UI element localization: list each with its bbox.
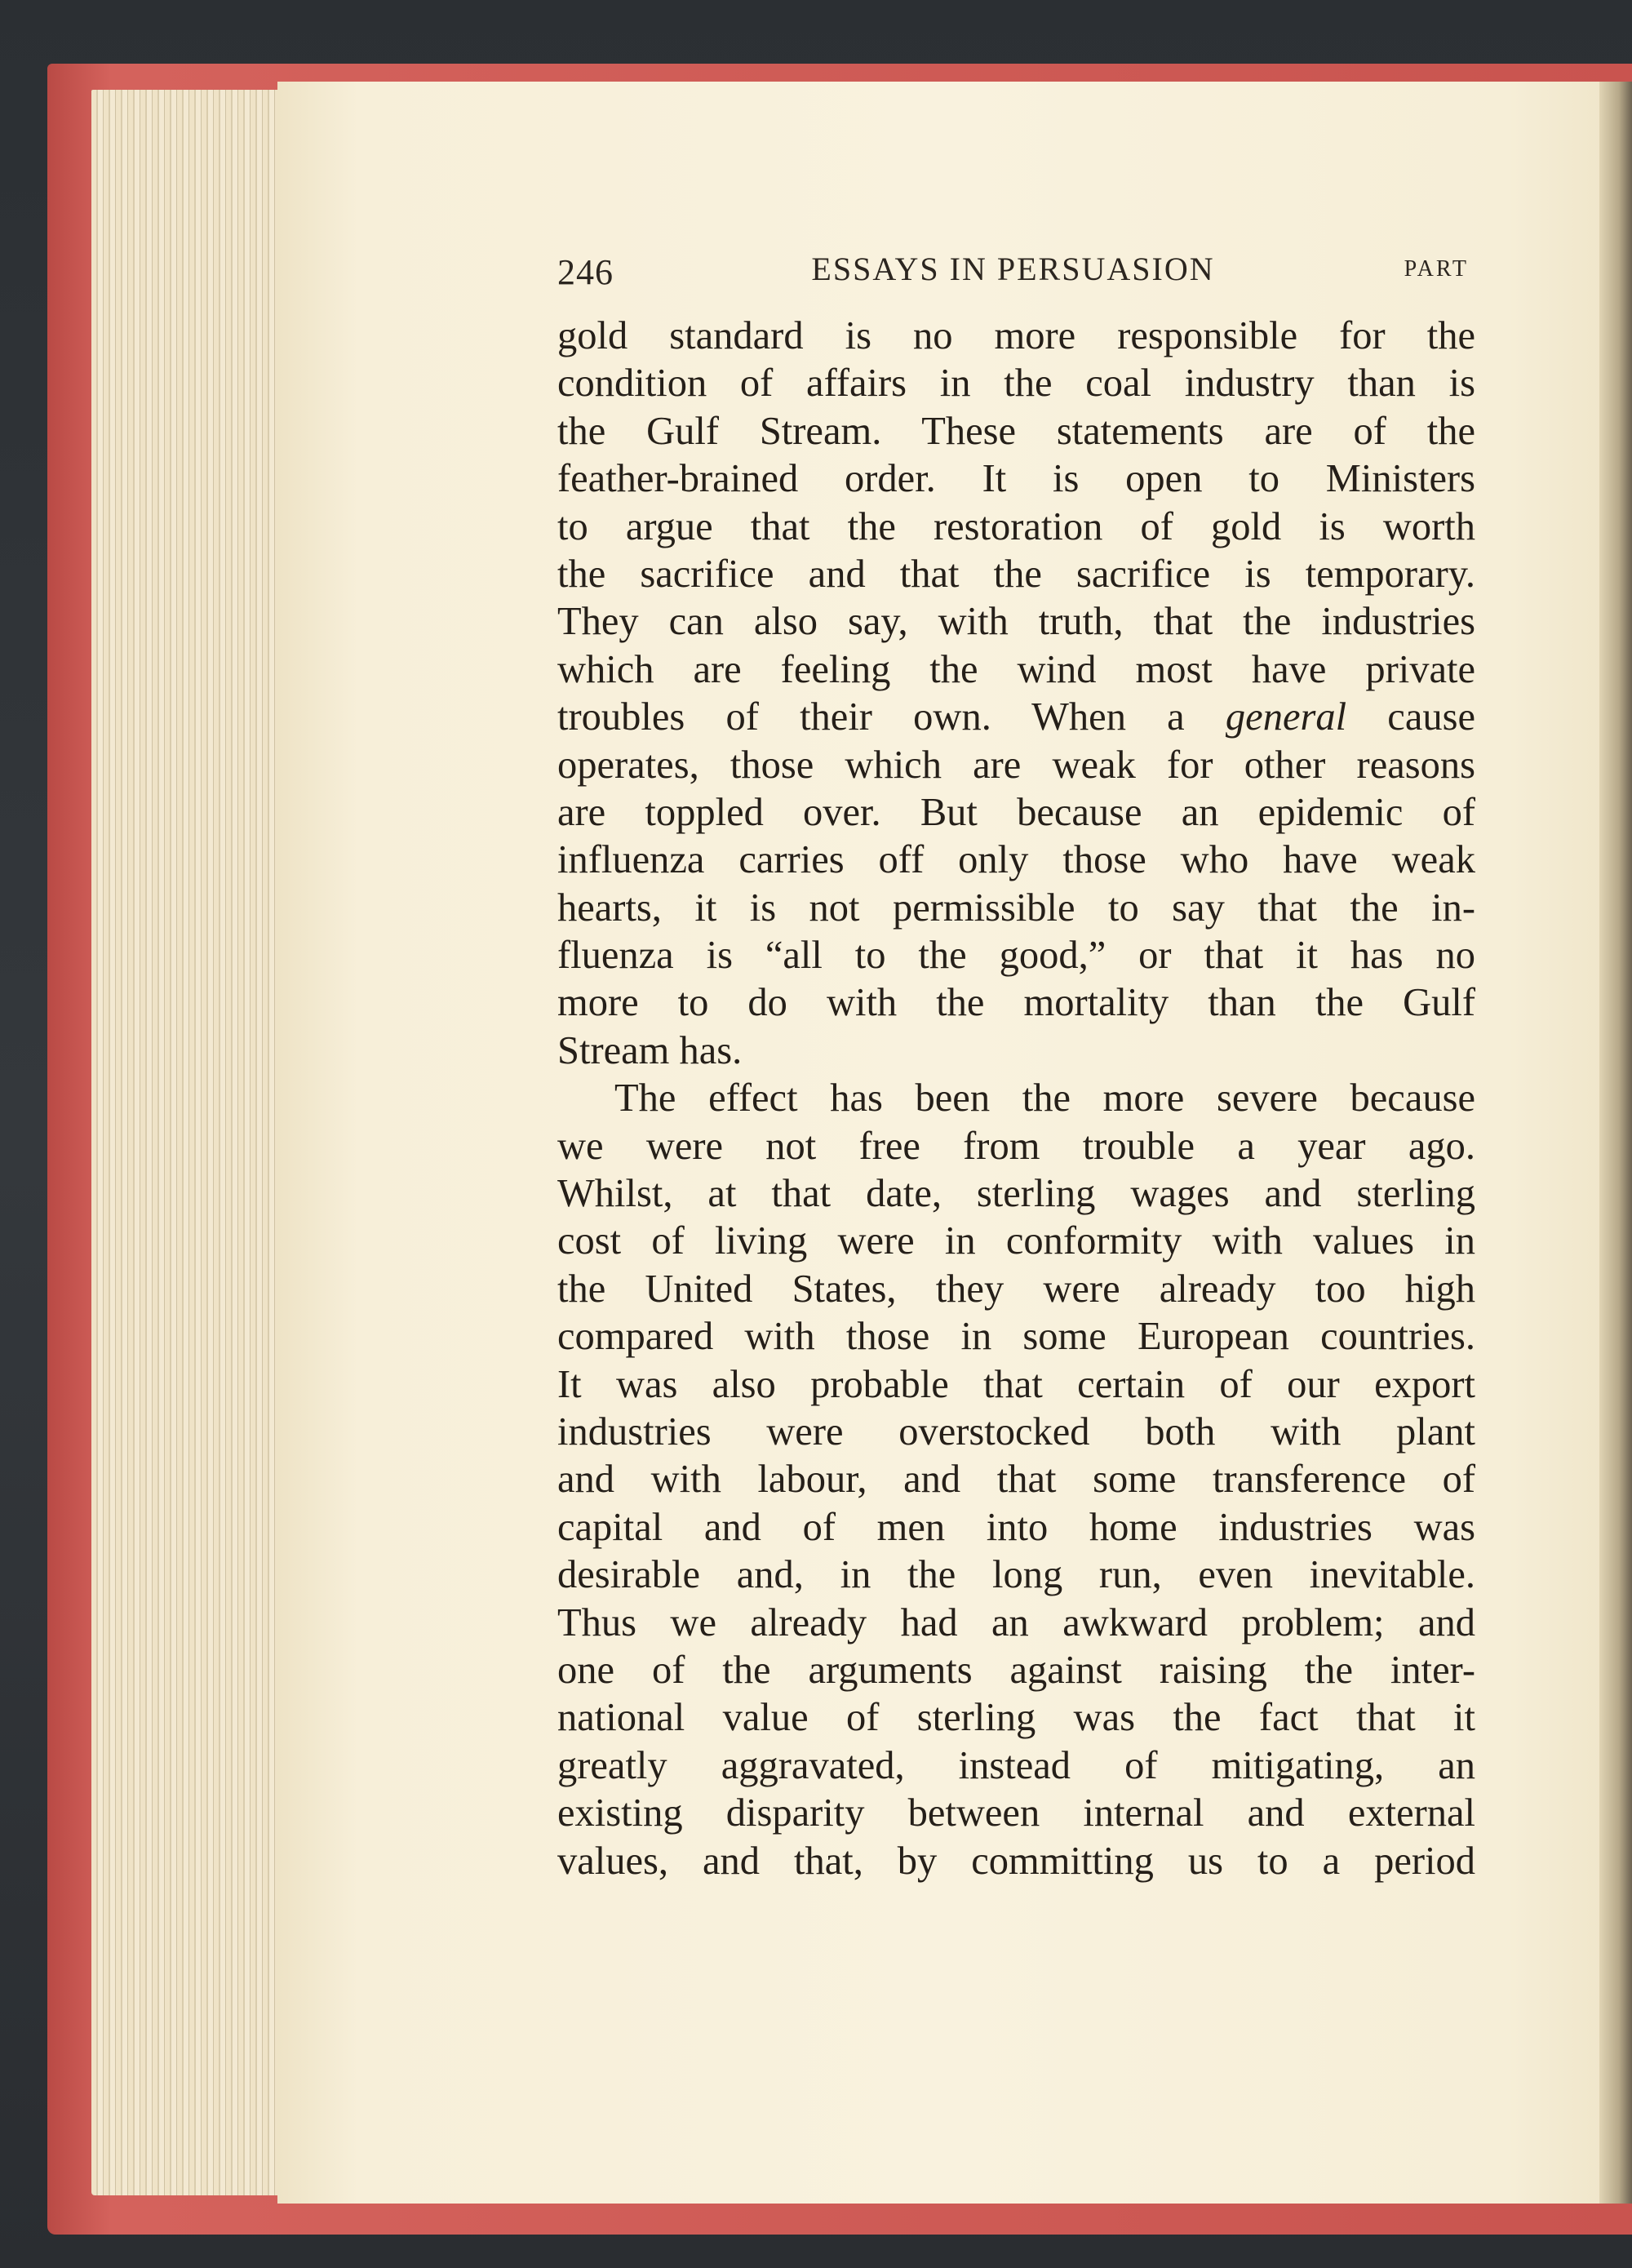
text-line: values, and that, by committing us to a period	[557, 1839, 1475, 1883]
text-line: compared with those in some European countries.	[557, 1315, 1475, 1359]
running-title: ESSAYS IN PERSUASION	[811, 251, 1215, 287]
text-line: gold standard is no more responsible for the	[557, 314, 1475, 357]
body-text	[557, 313, 1475, 1885]
text-line: the Gulf Stream. These statements are of the	[557, 409, 1475, 453]
text-line: and with labour, and that some transference of	[557, 1458, 1475, 1502]
text-segment: cause	[1387, 695, 1476, 739]
text-line: Stream has.	[557, 1028, 743, 1072]
text-line: condition of affairs in the coal industry than is	[557, 362, 1475, 406]
text-line: national value of sterling was the fact that it	[557, 1696, 1475, 1740]
text-line: Whilst, at that date, sterling wages and sterling	[557, 1172, 1475, 1216]
text-line: we were not free from trouble a year ago.	[557, 1124, 1475, 1168]
text-line: industries were overstocked both with plant	[557, 1409, 1475, 1454]
text-line: to argue that the restoration of gold is worth	[557, 504, 1475, 548]
text-line: more to do with the mortality than the Gulf	[557, 981, 1475, 1025]
text-line: The effect has been the more severe because	[614, 1076, 1475, 1121]
text-line: desirable and, in the long run, even inevitable.	[557, 1553, 1475, 1597]
text-line: It was also probable that certain of our export	[557, 1362, 1475, 1406]
text-line	[557, 694, 1475, 741]
text-line: They can also say, with truth, that the industries	[557, 600, 1475, 644]
emphasis-general: general	[1225, 695, 1347, 739]
part-label: PART	[1404, 256, 1469, 282]
gutter-shadow	[1599, 82, 1632, 2204]
page-edges	[91, 90, 295, 2195]
text-line: fluenza is “all to the good,” or that it has no	[557, 934, 1475, 978]
text-line: the sacrifice and that the sacrifice is temporary.	[557, 552, 1475, 596]
text-segment: troubles of their own. When a	[557, 695, 1185, 739]
text-line: the United States, they were already too high	[557, 1267, 1475, 1311]
text-line: are toppled over. But because an epidemic of	[557, 790, 1475, 834]
page-number: 246	[557, 252, 614, 292]
text-line: existing disparity between internal and external	[557, 1791, 1475, 1835]
text-line: one of the arguments against raising the inter-	[557, 1648, 1475, 1692]
text-line: which are feeling the wind most have private	[557, 647, 1475, 691]
text-line: Thus we already had an awkward problem; and	[557, 1600, 1475, 1644]
text-line: hearts, it is not permissible to say that the in-	[557, 885, 1475, 930]
text-line: influenza carries off only those who have weak	[557, 838, 1475, 882]
text-line: capital and of men into home industries was	[557, 1505, 1475, 1549]
running-header	[557, 245, 1469, 294]
text-line: feather-brained order. It is open to Ministers	[557, 457, 1475, 501]
text-line: cost of living were in conformity with values in	[557, 1219, 1475, 1263]
text-line: greatly aggravated, instead of mitigating, an	[557, 1743, 1475, 1787]
text-line: operates, those which are weak for other reasons	[557, 743, 1475, 787]
